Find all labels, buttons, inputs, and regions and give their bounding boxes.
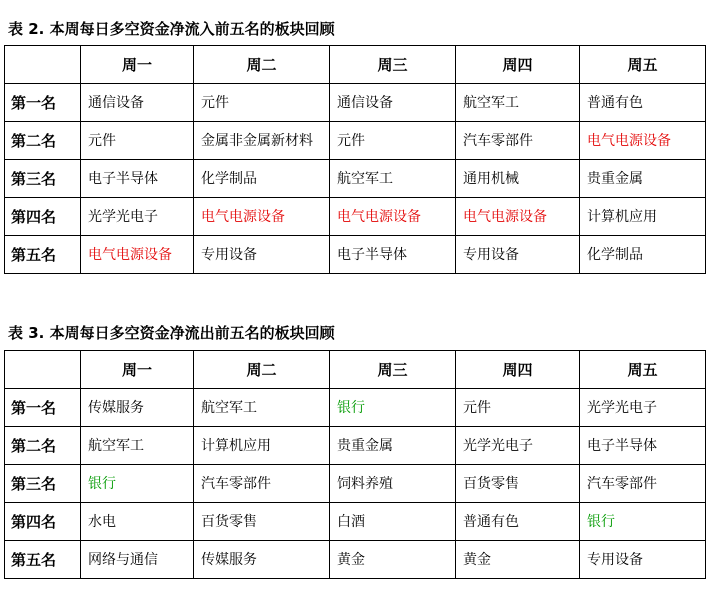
table-row: [5, 465, 706, 503]
sector-cell: 贵重金属: [330, 427, 456, 465]
sector-cell: 银行: [330, 389, 456, 427]
sector-cell: 航空军工: [456, 84, 580, 122]
sector-cell: 银行: [81, 465, 194, 503]
table-row: [5, 84, 706, 122]
rank-label: 第三名: [5, 465, 81, 503]
sector-cell: 电子半导体: [81, 160, 194, 198]
sector-cell: 光学光电子: [580, 389, 706, 427]
rank-label: 第四名: [5, 198, 81, 236]
day-header: 周三: [330, 46, 456, 84]
sector-cell: 黄金: [330, 541, 456, 579]
sector-cell: 传媒服务: [194, 541, 330, 579]
sector-cell: 贵重金属: [580, 160, 706, 198]
rank-label: 第五名: [5, 541, 81, 579]
sector-cell: 银行: [580, 503, 706, 541]
table-row: [5, 198, 706, 236]
sector-cell: 通用机械: [456, 160, 580, 198]
table-row: [5, 427, 706, 465]
day-header: 周一: [81, 46, 194, 84]
sector-cell: 饲料养殖: [330, 465, 456, 503]
table-row: [5, 236, 706, 274]
table-row: [5, 541, 706, 579]
sector-cell: 汽车零部件: [194, 465, 330, 503]
sector-cell: 电气电源设备: [580, 122, 706, 160]
sector-cell: 航空军工: [194, 389, 330, 427]
sector-cell: 普通有色: [580, 84, 706, 122]
sector-cell: 电气电源设备: [194, 198, 330, 236]
day-header: 周一: [81, 351, 194, 389]
sector-cell: 电气电源设备: [81, 236, 194, 274]
sector-cell: 通信设备: [81, 84, 194, 122]
table-row: [5, 160, 706, 198]
sector-cell: 汽车零部件: [456, 122, 580, 160]
sector-cell: 电气电源设备: [330, 198, 456, 236]
header-row: [5, 46, 706, 84]
sector-cell: 航空军工: [81, 427, 194, 465]
sector-cell: 光学光电子: [81, 198, 194, 236]
sector-cell: 水电: [81, 503, 194, 541]
sector-cell: 百货零售: [194, 503, 330, 541]
sector-cell: 专用设备: [580, 541, 706, 579]
sector-cell: 电子半导体: [330, 236, 456, 274]
corner-cell: [5, 46, 81, 84]
rank-label: 第二名: [5, 427, 81, 465]
sector-cell: 黄金: [456, 541, 580, 579]
net-outflow-top5-table: [4, 350, 706, 579]
sector-cell: 网络与通信: [81, 541, 194, 579]
sector-cell: 电子半导体: [580, 427, 706, 465]
sector-cell: 普通有色: [456, 503, 580, 541]
sector-cell: 百货零售: [456, 465, 580, 503]
day-header: 周五: [580, 46, 706, 84]
rank-label: 第三名: [5, 160, 81, 198]
sector-cell: 通信设备: [330, 84, 456, 122]
day-header: 周五: [580, 351, 706, 389]
sector-cell: 化学制品: [580, 236, 706, 274]
sector-cell: 传媒服务: [81, 389, 194, 427]
day-header: 周二: [194, 351, 330, 389]
table-row: [5, 389, 706, 427]
sector-cell: 专用设备: [194, 236, 330, 274]
corner-cell: [5, 351, 81, 389]
sector-cell: 专用设备: [456, 236, 580, 274]
sector-cell: 金属非金属新材料: [194, 122, 330, 160]
day-header: 周四: [456, 351, 580, 389]
sector-cell: 航空军工: [330, 160, 456, 198]
sector-cell: 光学光电子: [456, 427, 580, 465]
sector-cell: 计算机应用: [580, 198, 706, 236]
day-header: 周四: [456, 46, 580, 84]
sector-cell: 元件: [81, 122, 194, 160]
table-2-caption: 表 2. 本周每日多空资金净流入前五名的板块回顾: [8, 20, 335, 38]
sector-cell: 白酒: [330, 503, 456, 541]
day-header: 周三: [330, 351, 456, 389]
rank-label: 第二名: [5, 122, 81, 160]
sector-cell: 元件: [456, 389, 580, 427]
table-row: [5, 122, 706, 160]
rank-label: 第五名: [5, 236, 81, 274]
header-row: [5, 351, 706, 389]
sector-cell: 电气电源设备: [456, 198, 580, 236]
rank-label: 第四名: [5, 503, 81, 541]
rank-label: 第一名: [5, 84, 81, 122]
sector-cell: 计算机应用: [194, 427, 330, 465]
sector-cell: 元件: [194, 84, 330, 122]
table-row: [5, 503, 706, 541]
sector-cell: 化学制品: [194, 160, 330, 198]
day-header: 周二: [194, 46, 330, 84]
sector-cell: 元件: [330, 122, 456, 160]
sector-cell: 汽车零部件: [580, 465, 706, 503]
rank-label: 第一名: [5, 389, 81, 427]
net-inflow-top5-table: [4, 45, 706, 274]
table-3-caption: 表 3. 本周每日多空资金净流出前五名的板块回顾: [8, 324, 335, 342]
